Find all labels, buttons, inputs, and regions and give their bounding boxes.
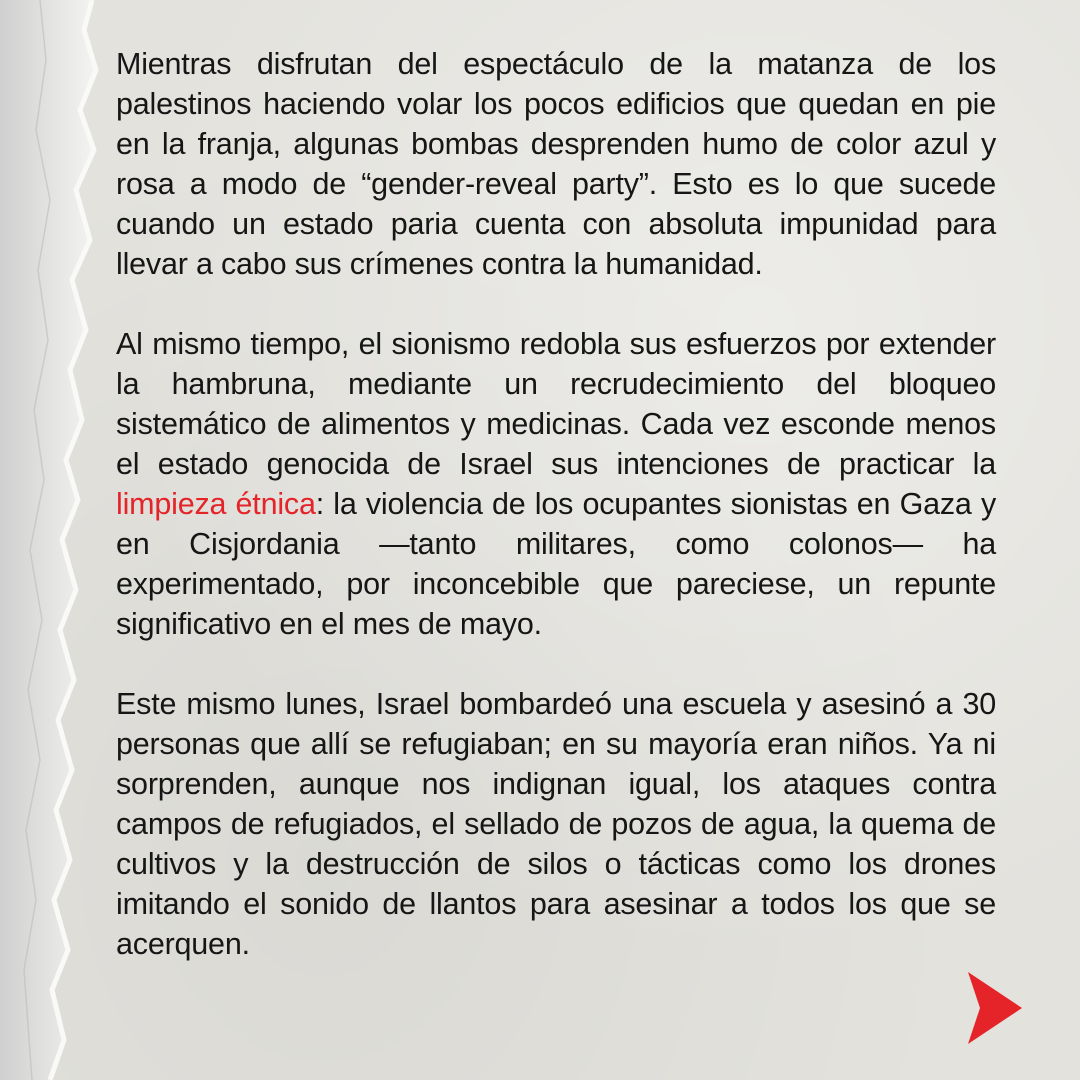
paragraph-2-end: : la violencia de los ocupantes sionistas en Gaza y en Cisjordania —tanto militares, como colonos— ha experimentado, por inconcebible que pareciese, un repunte significativo en el mes de mayo. bbox=[116, 487, 996, 641]
highlight-limpieza-etnica: limpieza étnica bbox=[116, 487, 316, 521]
torn-paper-edge bbox=[0, 0, 130, 1080]
next-slide-button[interactable] bbox=[966, 972, 1024, 1044]
paragraph-1: Mientras disfrutan del espectáculo de la matanza de los palestinos haciendo volar los pocos edificios que quedan en pie en la franja, algunas bombas desprenden humo de color azul y rosa a modo de “gender-reveal party”. Esto es lo que sucede cuando un estado paria cuenta con absoluta impunidad para llevar a cabo sus crímenes contra la humanidad. bbox=[116, 47, 996, 281]
play-triangle-icon bbox=[968, 972, 1022, 1044]
paragraph-3: Este mismo lunes, Israel bombardeó una escuela y asesinó a 30 personas que allí se refugiaban; en su mayoría eran niños. Ya ni sorprenden, aunque nos indignan igual, los ataques contra campos de refugiados, el sellado de pozos de agua, la quema de cultivos y la destrucción de silos o tácticas como los drones imitando el sonido de llantos para asesinar a todos los que se acerquen. bbox=[116, 687, 996, 961]
paragraph-2 bbox=[116, 324, 996, 644]
article-body bbox=[116, 44, 996, 1004]
paragraph-2-start: Al mismo tiempo, el sionismo redobla sus esfuerzos por extender la hambruna, mediante un recrudecimiento del bloqueo sistemático de alimentos y medicinas. Cada vez esconde menos el estado genocida de Israel sus intenciones de practicar la bbox=[116, 327, 996, 481]
